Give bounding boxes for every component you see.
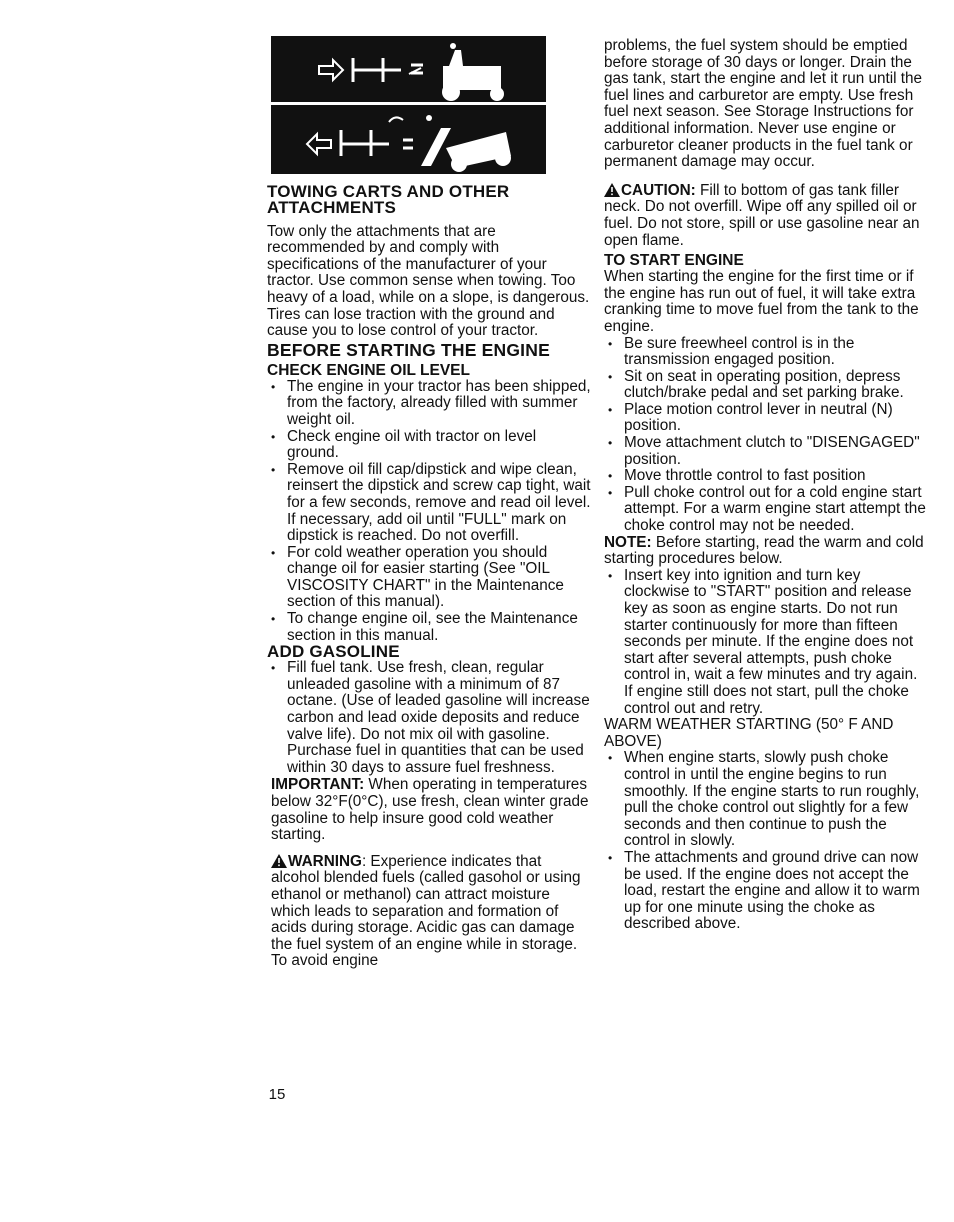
- add-gasoline-heading: ADD GASOLINE: [267, 642, 400, 662]
- caution-text: Fill to bottom of gas tank filler neck. Do not overfill. Wipe off any spilled oil or fuel. Do not store, spill or use gasoline near an open flame.: [604, 181, 920, 249]
- right-column: [604, 38, 929, 933]
- warning-label: WARNING: [288, 852, 362, 870]
- list-item: • Pull choke control out for a cold engine start attempt. For a warm engine start attempt the choke control may not be needed.: [604, 485, 929, 535]
- list-item: • Remove oil fill cap/dipstick and wipe clean, reinsert the dipstick and screw cap tight, wait for a few seconds, remove and read oil level. If necessary, add oil until "FULL" mark on dipstick is reached. Do not overfill.: [267, 462, 592, 545]
- towing-heading: TOWING CARTS AND OTHER ATTACHMENTS: [267, 181, 510, 217]
- add-gasoline-list: [267, 660, 592, 776]
- page-number: 15: [268, 1086, 286, 1103]
- towing-text: Tow only the attachments that are recommended by and comply with specifications of the manufacturer of your tractor. Use common sense when towing. Too heavy of a load, while on a slope, is dangerous. Tires can lose traction with the ground and cause you to lose control of your tractor.: [267, 222, 590, 340]
- caution-label: CAUTION:: [621, 181, 696, 199]
- to-start-engine-text: When starting the engine for the first time or if the engine has run out of fuel, it will take extra cranking time to move fuel from the tank to the engine.: [604, 268, 919, 335]
- list-item: • Check engine oil with tractor on level ground.: [267, 429, 592, 462]
- note-text: Before starting, read the warm and cold starting procedures below.: [604, 533, 924, 568]
- list-item: • Be sure freewheel control is in the transmission engaged position.: [604, 336, 929, 369]
- towing-slope-illustration: [271, 36, 546, 174]
- before-starting-heading: BEFORE STARTING THE ENGINE: [267, 339, 550, 360]
- list-item: • Insert key into ignition and turn key clockwise to "START" position and release key as soon as engine starts. Do not run starter continuously for more than fifteen seconds per minute. If the engine does not start after several attempts, push choke control in, wait a few minutes and try again. If engine still does not start, pull the choke control out and retry.: [604, 568, 929, 717]
- warm-weather-list: [604, 750, 929, 933]
- check-oil-heading: CHECK ENGINE OIL LEVEL: [267, 361, 470, 379]
- important-paragraph: [267, 777, 592, 843]
- list-item: • When engine starts, slowly push choke control in until the engine begins to run smoothly. If the engine starts to run roughly, pull the choke control out slightly for a few seconds and then continue to push the control in slowly.: [604, 750, 929, 850]
- list-item: • Sit on seat in operating position, depress clutch/brake pedal and set parking brake.: [604, 369, 929, 402]
- list-item: • Fill fuel tank. Use fresh, clean, regular unleaded gasoline with a minimum of 87 octane. (Use of leaded gasoline will increase carbon and lead oxide deposits and reduce valve life). Do not mix oil with gasoline. Purchase fuel in quantities that can be used within 30 days to assure fuel freshness.: [267, 660, 592, 776]
- fuel-storage-text: problems, the fuel system should be emptied before storage of 30 days or longer. Drain the gas tank, start the engine and let it run until the fuel lines and carburetor are empty. Use fresh fuel next season. See Storage Instructions for additional information. Never use engine or carburetor cleaner products in the fuel tank or permanent damage may occur.: [604, 37, 923, 171]
- caution-icon: [604, 183, 620, 197]
- check-oil-list: [267, 379, 592, 645]
- ignition-list: [604, 568, 929, 717]
- list-item: • Move attachment clutch to "DISENGAGED" position.: [604, 435, 929, 468]
- warm-weather-heading: WARM WEATHER STARTING (50° F AND ABOVE): [604, 716, 894, 750]
- warning-text: : Experience indicates that alcohol blended fuels (called gasohol or using ethanol or methanol) can attract moisture which leads to separation and formation of acids during storage. Acidic gas can damage the fuel system of an engine while in storage. To avoid engine: [271, 852, 581, 970]
- list-item: • The attachments and ground drive can now be used. If the engine does not accept the load, restart the engine and allow it to warm up for one minute using the choke as described above.: [604, 850, 929, 933]
- start-engine-list: [604, 336, 929, 535]
- important-label: IMPORTANT:: [271, 776, 365, 794]
- list-item: • For cold weather operation you should change oil for easier starting (See "OIL VISCOSITY CHART" in the Maintenance section of this manual).: [267, 545, 592, 611]
- warning-icon: [271, 854, 287, 868]
- important-text: When operating in temperatures below 32°F(0°C), use fresh, clean winter grade gasoline to help insure good cold weather starting.: [271, 776, 589, 844]
- list-item: • The engine in your tractor has been shipped, from the factory, already filled with summer weight oil.: [267, 379, 592, 429]
- note-paragraph: [604, 535, 929, 568]
- list-item: • Move throttle control to fast position: [604, 468, 929, 485]
- left-column: [267, 36, 592, 970]
- to-start-engine-heading: TO START ENGINE: [604, 252, 744, 270]
- warning-paragraph: [267, 854, 592, 970]
- note-label: NOTE:: [604, 533, 652, 551]
- list-item: • To change engine oil, see the Maintenance section in this manual.: [267, 611, 592, 644]
- caution-paragraph: [604, 183, 929, 249]
- list-item: • Place motion control lever in neutral (N) position.: [604, 402, 929, 435]
